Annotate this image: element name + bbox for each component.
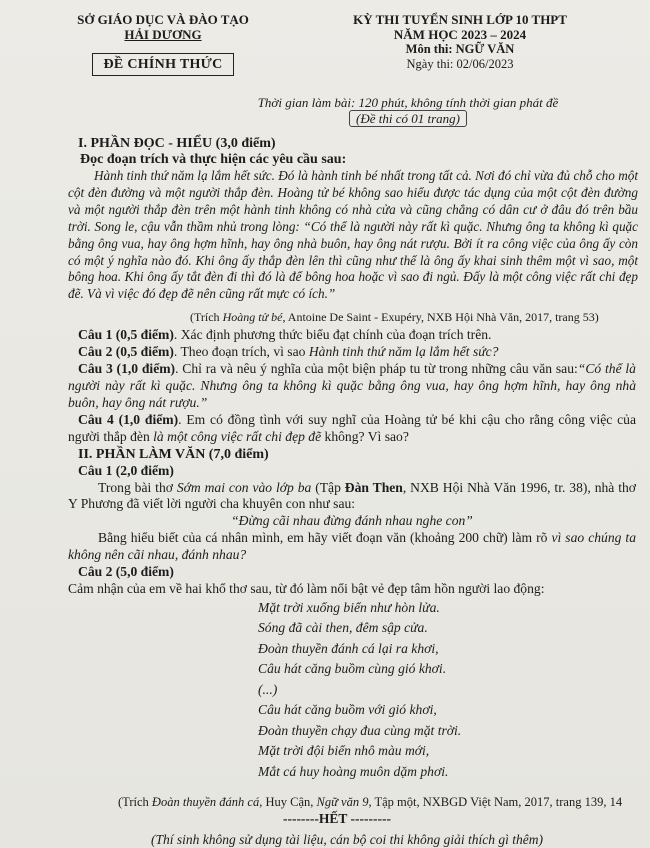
footer-note: (Thí sinh không sử dụng tài liệu, cán bộ coi thi không giải thích gì thêm) [150,832,544,848]
reading-passage: Hành tinh thứ năm lạ lắm hết sức. Đó là hành tinh bé nhất trong tất cả. Nơi đó chỉ vừa đủ chỗ cho một cột đèn đường và một người thắp đèn. Hoàng tử bé không sao hiểu được tác dụng của một cột đèn đường và một người thắp đèn trên một hành tinh không có nhà cửa và cũng chẳng có dân cư ở đâu đó trên bầu trời. Song le, cậu vẫn thầm nhủ trong lòng: “Có thể là người này rất kì quặc. Nhưng ông ta không kì quặc bằng ông vua, hay ông hợm hĩnh, hay ông nhà buôn, hay ông nát rượu. Bởi ít ra công việc của ông ấy còn có một ý nghĩa nào đó. Khi ông ấy thắp đèn lên thì cũng như thể là ông ấy khai sinh thêm một vì sao, một bông hoa. Khi ông ấy tắt đèn đi thì đó là để bông hoa hoặc vì sao đi ngủ. Đấy là một công việc rất chi đẹp đẽ. Và vì việc đó đẹp đẽ nên cũng rất mực có ích.” [68,168,638,302]
exam-title: KỲ THI TUYỂN SINH LỚP 10 THPT [353,12,567,27]
writing-question-2-label: Câu 2 (5,0 điểm) [78,564,174,580]
poem-line: Mặt trời đội biển nhô màu mới, [258,743,430,759]
poem-line: Đoàn thuyền đánh cá lại ra khơi, [258,640,439,656]
poem-line: (...) [258,681,278,697]
subject: Môn thi: NGỮ VĂN [405,42,515,56]
question-1: Câu 1 (0,5 điểm). Xác định phương thức biểu đạt chính của đoạn trích trên. [78,327,492,343]
poem-line: Mắt cá huy hoàng muôn dặm phơi. [258,763,449,779]
official-exam-box: ĐỀ CHÍNH THỨC [92,53,233,76]
exam-date: Ngày thi: 02/06/2023 [406,57,514,71]
question-4: Câu 4 (1,0 điểm). Em có đồng tình với suy nghĩ của Hoàng tử bé khi cậu cho rằng công việc của người thắp đèn là một công việc rất chi đẹp đẽ không? Vì sao? [68,411,636,444]
exam-header [68,12,636,134]
school-year: NĂM HỌC 2023 – 2024 [393,27,527,42]
writing-question-1-task: Bằng hiểu biết của cá nhân mình, em hãy viết đoạn văn (khoảng 200 chữ) làm rõ vì sao chúng ta không nên cãi nhau, đánh nhau? [68,530,637,563]
poem-line: Câu hát căng buồm cùng gió khơi. [258,661,447,677]
part1-title: I. PHẦN ĐỌC - HIỂU (3,0 điểm) [78,136,276,151]
poem-line: Câu hát căng buồm với gió khơi, [258,702,437,718]
poem-citation: (Trích Đoàn thuyền đánh cá, Huy Cận, Ngữ văn 9, Tập một, NXBGD Việt Nam, 2017, trang 139, 14 [118,795,623,810]
poem-line: Đoàn thuyền chạy đua cùng mặt trời. [258,722,462,738]
page-count-note: (Đề thi có 01 trang) [349,110,467,127]
part1-instruction: Đọc đoạn trích và thực hiện các yêu cầu sau: [80,152,347,167]
part2-title: II. PHẦN LÀM VĂN (7,0 điểm) [78,446,269,462]
end-marker: --------HẾT --------- [282,811,392,827]
province-name: HẢI DƯƠNG [124,27,202,42]
writing-question-2-prompt: Cảm nhận của em về hai khổ thơ sau, từ đó làm nổi bật vẻ đẹp tâm hồn người lao động: [68,580,545,596]
writing-question-1-prompt: Trong bài thơ Sớm mai con vào lớp ba (Tập Đàn Then, NXB Hội Nhà Văn 1996, tr. 38), nhà thơ Y Phương đã viết lời người cha khuyên con như sau: [68,479,636,512]
poem-line: Mặt trời xuống biển như hòn lửa. [258,599,440,615]
poem-excerpt [258,598,636,783]
father-advice-quote: “Đừng cãi nhau đừng đánh nhau nghe con” [231,513,473,529]
department-name: SỞ GIÁO DỤC VÀ ĐÀO TẠO [77,12,249,27]
poem-line: Sóng đã cài then, đêm sập cửa. [258,620,428,636]
question-2: Câu 2 (0,5 điểm). Theo đoạn trích, vì sao Hành tinh thứ năm lạ lắm hết sức? [78,344,499,360]
question-3: Câu 3 (1,0 điểm). Chỉ ra và nêu ý nghĩa của một biện pháp tu từ trong những câu văn sau:“Có thể là người này rất kì quặc. Nhưng ông ta không kì quặc bằng ông vua, hay ông hợm hĩnh, hay ông nhà buôn, hay ông nát rượu.” [68,361,636,410]
exam-duration: Thời gian làm bài: 120 phút, không tính thời gian phát đề [257,95,559,110]
writing-question-1-label: Câu 1 (2,0 điểm) [78,462,174,478]
exam-duration-block [188,95,628,127]
passage-citation: (Trích Hoàng tử bé, Antoine De Saint - Exupéry, NXB Hội Nhà Văn, 2017, trang 53) [190,310,599,325]
